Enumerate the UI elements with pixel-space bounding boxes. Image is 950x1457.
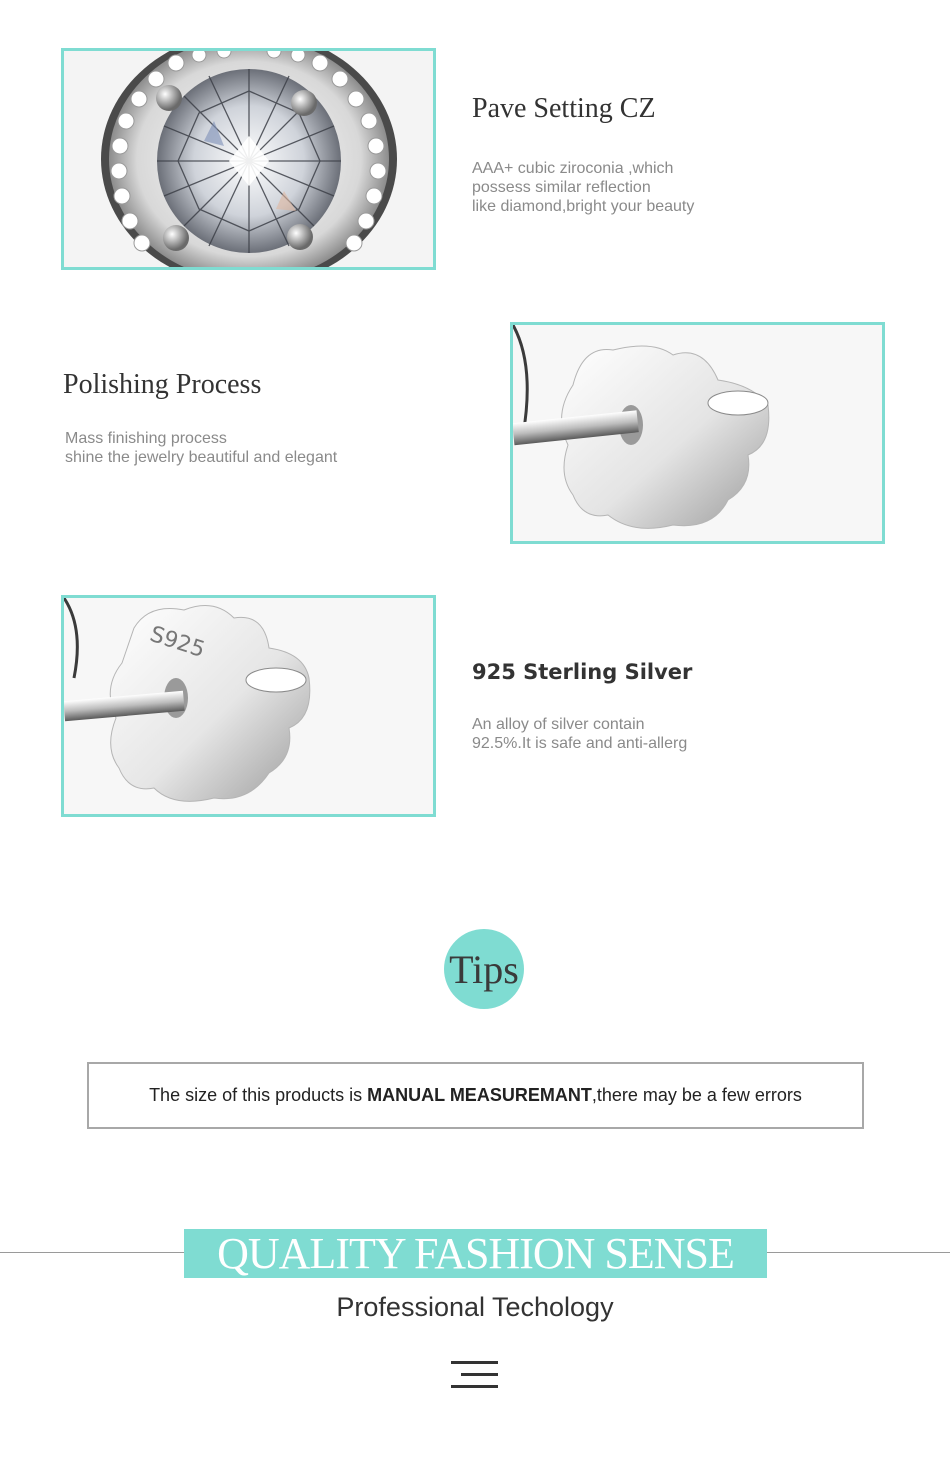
feature-description-polishing bbox=[65, 429, 337, 467]
hamburger-menu-icon bbox=[451, 1361, 498, 1389]
feature-title-pave-setting: Pave Setting CZ bbox=[472, 93, 656, 124]
divider-left bbox=[0, 1252, 184, 1253]
feature-description-sterling-silver bbox=[472, 715, 687, 753]
description-line: Mass finishing process bbox=[65, 430, 227, 447]
description-line: possess similar reflection bbox=[472, 179, 651, 196]
notice-prefix: The size of this products is bbox=[149, 1085, 368, 1105]
divider-right bbox=[767, 1252, 950, 1253]
notice-suffix: ,there may be a few errors bbox=[591, 1085, 802, 1105]
tips-badge bbox=[444, 929, 524, 1009]
earring-back-image bbox=[510, 322, 885, 544]
section-subtitle: Professional Techology bbox=[336, 1292, 614, 1322]
description-line: like diamond,bright your beauty bbox=[472, 198, 695, 215]
description-line: 92.5%.It is safe and anti-allerg bbox=[472, 735, 688, 752]
description-line: AAA+ cubic ziroconia ,which bbox=[472, 160, 674, 177]
feature-title-polishing: Polishing Process bbox=[63, 369, 262, 400]
tips-label: Tips bbox=[449, 946, 519, 992]
feature-title-sterling-silver: 925 Sterling Silver bbox=[472, 660, 693, 684]
feature-description-pave-setting bbox=[472, 159, 694, 216]
measurement-notice bbox=[87, 1062, 864, 1129]
s925-stamp-text: S925 bbox=[146, 621, 208, 664]
s925-stamp-image bbox=[61, 595, 436, 817]
description-line: An alloy of silver contain bbox=[472, 716, 645, 733]
cz-stone-image bbox=[61, 48, 436, 270]
notice-bold: MANUAL MEASUREMANT bbox=[367, 1085, 592, 1105]
quality-banner bbox=[184, 1229, 767, 1278]
banner-text: QUALITY FASHION SENSE bbox=[217, 1229, 734, 1278]
description-line: shine the jewelry beautiful and elegant bbox=[65, 449, 338, 466]
